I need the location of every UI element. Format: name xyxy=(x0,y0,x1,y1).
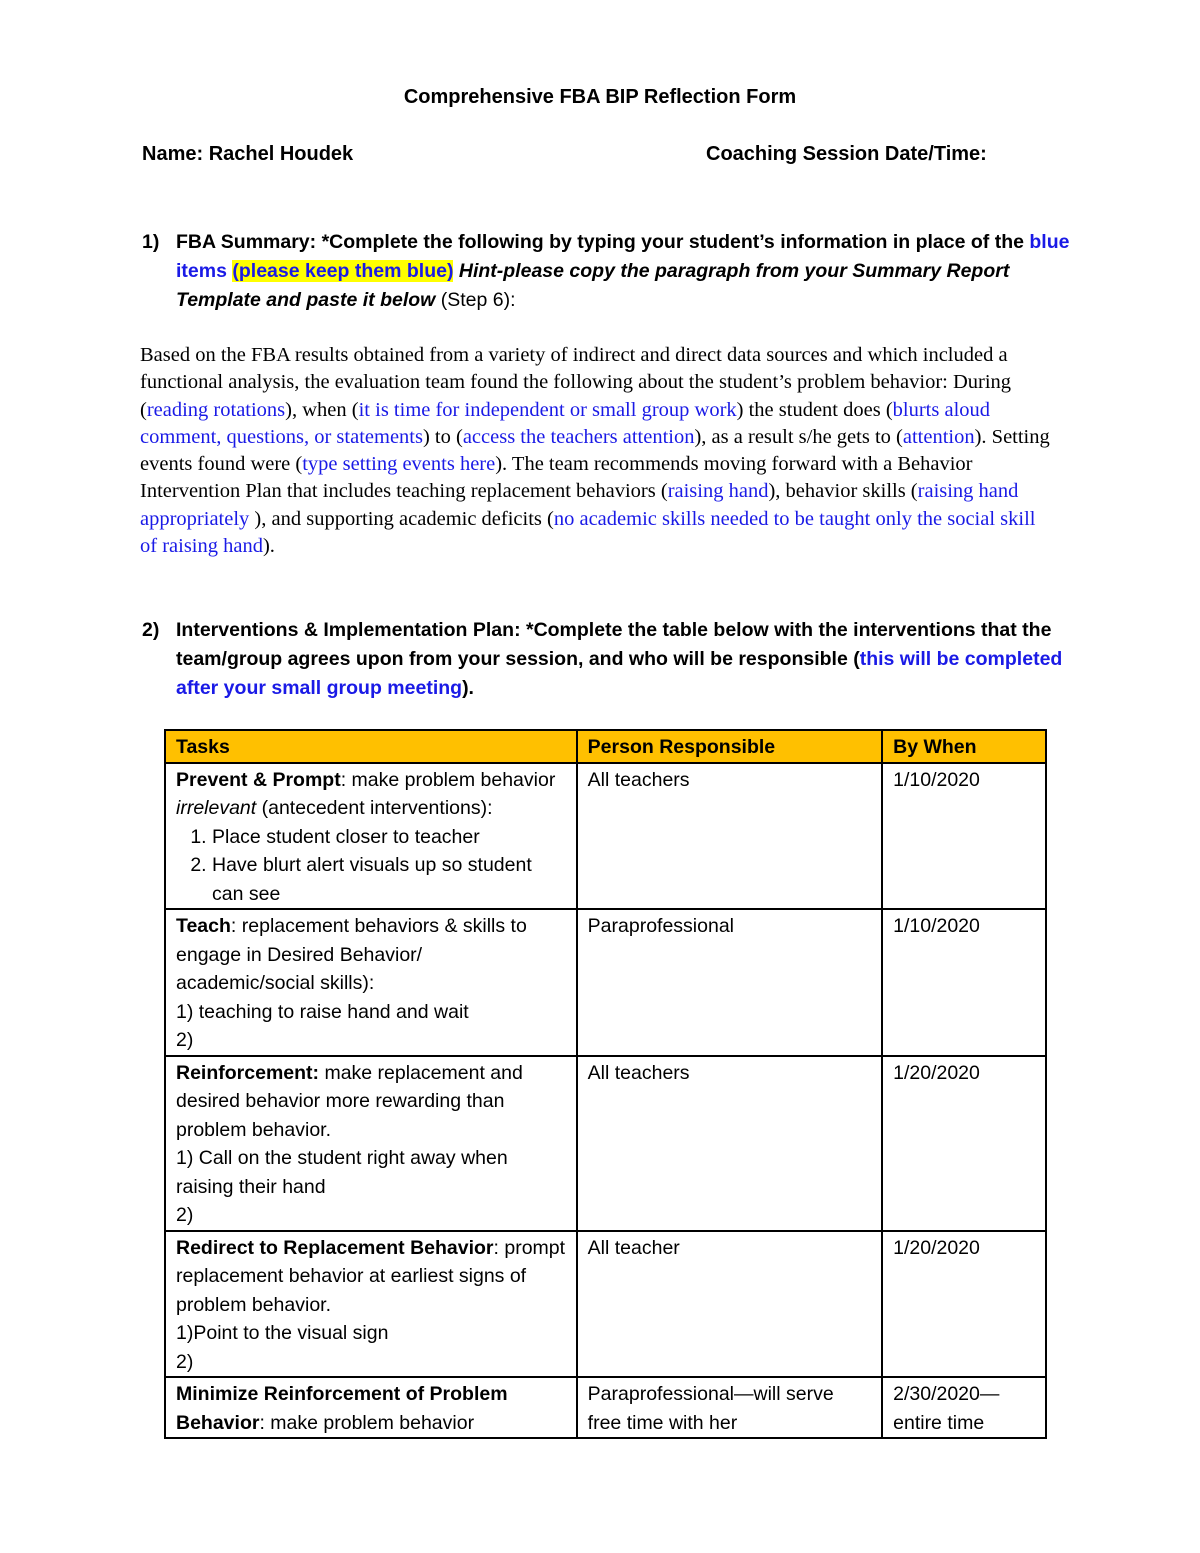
hint-text: Hint-please copy the paragraph from your Summary Report Template and paste it below xyxy=(176,260,1010,311)
person-cell: Paraprofessional xyxy=(577,909,882,1056)
paragraph-text: ), as a result s/he gets to ( xyxy=(694,425,903,448)
section-instructions xyxy=(176,616,1072,703)
task-title: Prevent & Prompt xyxy=(176,768,341,791)
interventions-table xyxy=(164,729,1047,1439)
task-cell xyxy=(165,763,577,910)
task-cell xyxy=(165,1231,577,1378)
paragraph-text: ). The team recommends moving forward with a Behavior Intervention Plan that includes teaching replacement behaviors ( xyxy=(140,453,973,503)
task-cell xyxy=(165,1056,577,1231)
table-row xyxy=(165,1377,1046,1438)
task-line: 1)Point to the visual sign xyxy=(176,1322,389,1344)
when-cell: 1/20/2020 xyxy=(882,1231,1046,1378)
paragraph-text: ). xyxy=(262,535,275,558)
page-title: Comprehensive FBA BIP Reflection Form xyxy=(403,86,797,108)
table-row xyxy=(165,1056,1046,1231)
blue-field: it is time for independent or small group work xyxy=(358,398,737,421)
task-line: 2) xyxy=(176,1350,194,1373)
person-cell: Paraprofessional—will serve free time with her xyxy=(577,1377,882,1438)
blue-field: raising hand appropriately xyxy=(140,480,1019,530)
blue-field: attention xyxy=(902,425,975,448)
task-line: 1) Call on the student right away when raising their hand xyxy=(176,1147,508,1198)
when-cell: 2/30/2020—entire time xyxy=(882,1377,1046,1438)
task-cell xyxy=(165,909,577,1056)
header-person-responsible: Person Responsible xyxy=(577,730,882,763)
person-cell: All teachers xyxy=(577,763,882,910)
section-number: 1) xyxy=(142,231,160,253)
task-text: : make problem behavior xyxy=(340,768,556,791)
instruction-text: : *Complete the following by typing your student’s information in place of the xyxy=(309,231,1030,253)
paragraph-text: ) the student does ( xyxy=(736,398,893,421)
task-cell xyxy=(165,1377,577,1438)
list-item: 1. Place student closer to teacher xyxy=(212,823,566,852)
task-title: Teach xyxy=(176,915,231,937)
task-text: : make problem behavior xyxy=(259,1411,475,1434)
section-label: FBA Summary xyxy=(176,231,310,253)
when-cell: 1/10/2020 xyxy=(882,909,1046,1056)
section-instructions xyxy=(176,228,1072,315)
person-cell: All teachers xyxy=(577,1056,882,1231)
task-title: Reinforcement: xyxy=(176,1061,320,1084)
fba-summary-paragraph xyxy=(140,342,1050,560)
blue-field: no academic skills needed to be taught only the social skill of raising hand xyxy=(140,507,1036,558)
task-text: : prompt replacement behavior at earliest signs of problem behavior. xyxy=(176,1236,566,1316)
task-text: make replacement and desired behavior more rewarding than problem behavior. xyxy=(176,1061,523,1141)
instruction-end: ). xyxy=(462,677,474,699)
paragraph-text: ) to ( xyxy=(422,425,463,448)
section-fba-summary xyxy=(142,228,1072,315)
blue-items-text: blue items xyxy=(176,231,1070,282)
section-label: Interventions & Implementation Plan xyxy=(176,619,515,641)
task-text: (antecedent interventions): xyxy=(256,797,493,819)
section-number: 2) xyxy=(142,619,160,641)
blue-field: reading rotations xyxy=(146,398,286,421)
paragraph-text: ), when ( xyxy=(285,398,359,421)
header-tasks: Tasks xyxy=(165,730,577,763)
paragraph-text: ), behavior skills ( xyxy=(768,480,918,503)
task-line: 2) xyxy=(176,1029,194,1051)
blue-field: raising hand xyxy=(667,480,769,503)
table-header-row xyxy=(165,730,1046,763)
step-text: (Step 6): xyxy=(440,289,516,311)
section-interventions xyxy=(142,616,1072,703)
person-cell: All teacher xyxy=(577,1231,882,1378)
task-text: : replacement behaviors & skills to engage in Desired Behavior/ academic/social skills): xyxy=(176,915,527,994)
list-item: 2. Have blurt alert visuals up so student can see xyxy=(212,851,566,908)
blue-field: blurts aloud comment, questions, or statements xyxy=(140,398,991,448)
task-title: Redirect to Replacement Behavior xyxy=(176,1236,494,1259)
coaching-session-field: Coaching Session Date/Time: xyxy=(706,143,987,165)
name-field: Name: Rachel Houdek xyxy=(142,143,354,165)
task-list xyxy=(176,823,566,909)
task-title: Minimize Reinforcement of Problem Behavior xyxy=(176,1383,508,1434)
when-cell: 1/10/2020 xyxy=(882,763,1046,910)
blue-field: access the teachers attention xyxy=(462,425,695,448)
task-line: 2) xyxy=(176,1204,194,1226)
paragraph-text: ). Setting events found were ( xyxy=(140,425,1050,476)
instruction-text: : *Complete the table below with the interventions that the team/group agrees upon from your session, and who will be responsible ( xyxy=(176,619,1052,670)
table-row xyxy=(165,763,1046,910)
paragraph-text: ), and supporting academic deficits ( xyxy=(254,507,554,530)
paragraph-text: Based on the FBA results obtained from a variety of indirect and direct data sources and which included a functional analysis, the evaluation team found the following about the student’s problem behavior: During ( xyxy=(140,344,1012,421)
keep-blue-highlight: (please keep them blue) xyxy=(232,260,454,282)
header-by-when: By When xyxy=(882,730,1046,763)
task-line: 1) teaching to raise hand and wait xyxy=(176,1000,469,1023)
blue-note: this will be completed after your small group meeting xyxy=(176,648,1063,699)
blue-field: type setting events here xyxy=(302,453,496,476)
table-row xyxy=(165,1231,1046,1378)
table-row xyxy=(165,909,1046,1056)
task-italic: irrelevant xyxy=(176,797,257,819)
when-cell: 1/20/2020 xyxy=(882,1056,1046,1231)
